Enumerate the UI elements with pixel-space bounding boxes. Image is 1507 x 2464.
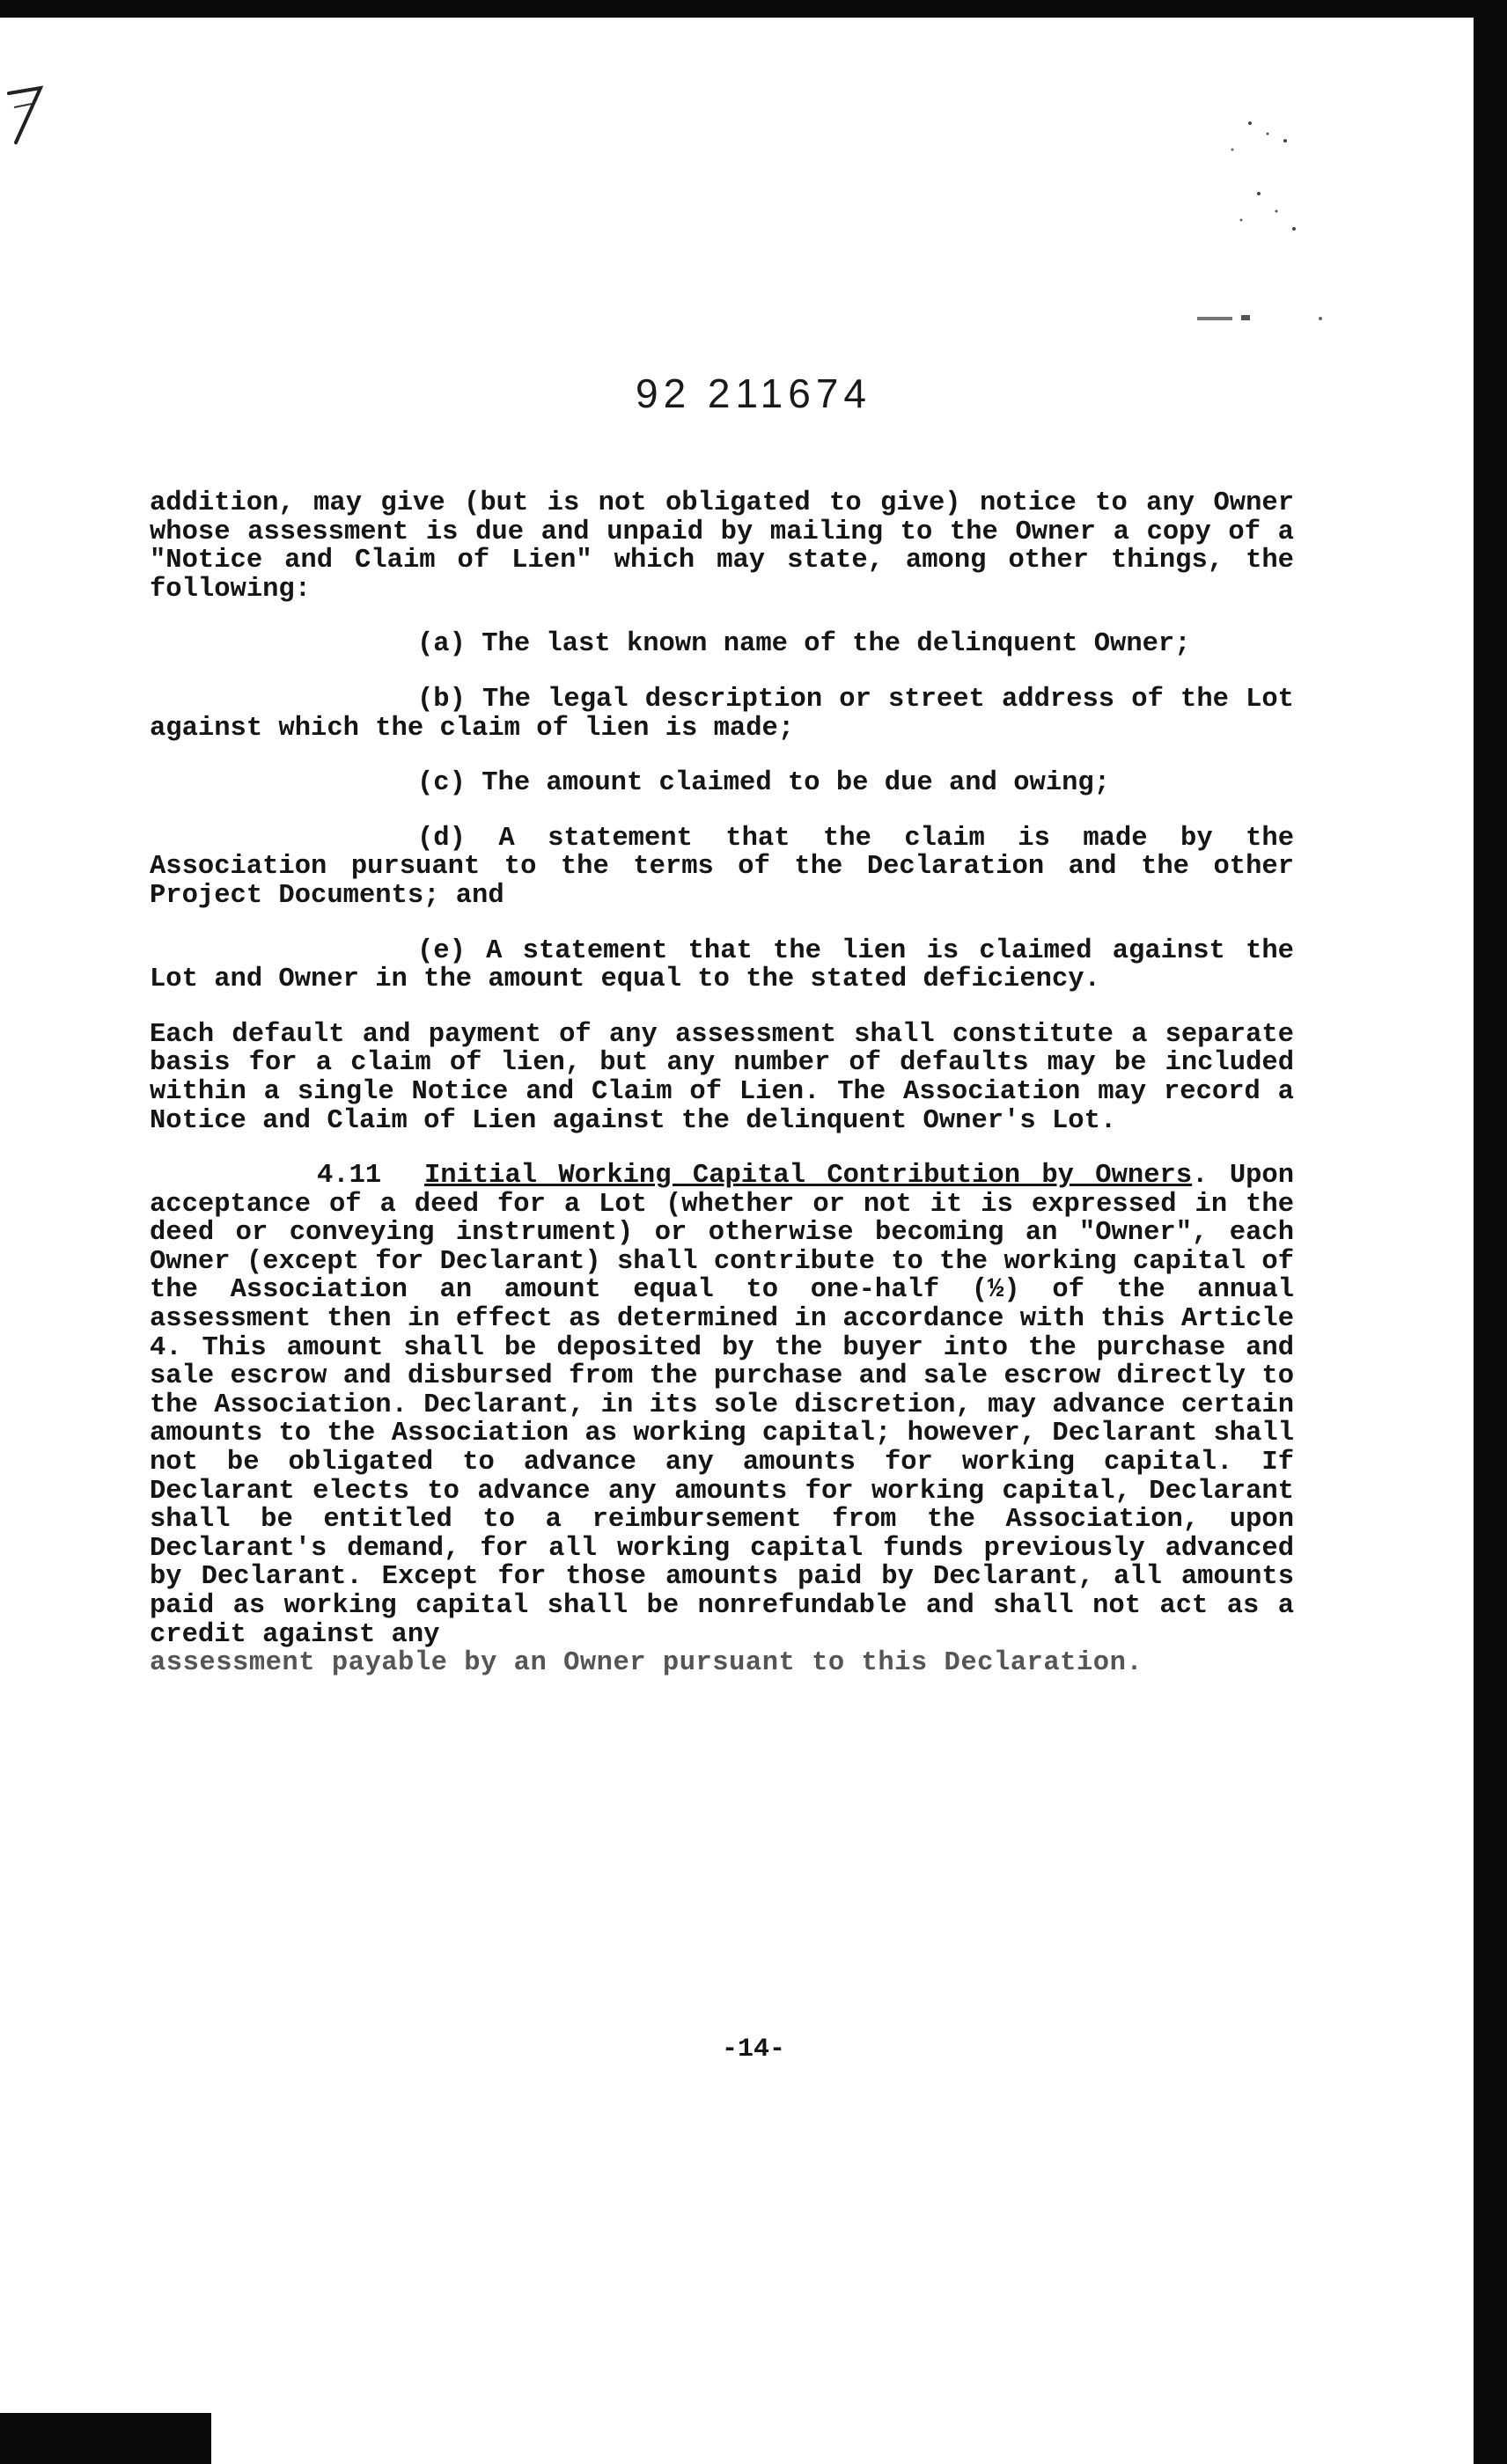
list-item-b: (b) The legal description or street address of the Lot against which the claim of lien is made; (150, 684, 1294, 744)
opening-paragraph: addition, may give (but is not obligated to give) notice to any Owner whose assessment is due and unpaid by mailing to the Owner a copy of a "Notice and Claim of Lien" which may state, among other things, the following: (150, 488, 1294, 605)
section-number: 4.11 (317, 1161, 382, 1192)
list-item-d: (d) A statement that the claim is made by the Association pursuant to the terms of the Declaration and the other Project Documents; and (150, 823, 1294, 911)
scan-border-top (0, 0, 1507, 18)
section-heading: Initial Working Capital Contribution by Owners (423, 1161, 1193, 1192)
list-item-c: (c) The amount claimed to be due and owing; (417, 768, 1111, 799)
document-body (150, 489, 1294, 1705)
page-number: -14- (721, 2035, 785, 2064)
list-item-e: (e) A statement that the lien is claimed against the Lot and Owner in the amount equal to the stated deficiency. (150, 935, 1294, 995)
default-paragraph: Each default and payment of any assessment shall constitute a separate basis for a claim of lien, but any number of defaults may be included within a single Notice and Claim of Lien. The Association may record a Notice and Claim of Lien against the delinquent Owner's Lot. (150, 1019, 1294, 1136)
section-last-line: assessment payable by an Owner pursuant to this Declaration. (150, 1648, 1143, 1679)
section-body: Upon acceptance of a deed for a Lot (whether or not it is expressed in the deed or conveying instrument) or otherwise becoming an "Owner", each Owner (except for Declarant) shall contribute to the working capital of the Association an amount equal to one-half (½) of the annual assessment then in effect as determined in accordance with this Article 4. This amount shall be deposited by the buyer into the purchase and sale escrow and disbursed from the purchase and sale escrow directly to the Association. Declarant, in its sole discretion, may advance certain amounts to the Association as working capital; however, Declarant shall not be obligated to advance any amounts for working capital. If Declarant elects to advance any amounts for working capital, Declarant shall be entitled to a reimbursement from the Association, upon Declarant's demand, for all working capital funds previously advanced by Declarant. Except for those amounts paid by Declarant, all amounts paid as working capital shall be nonrefundable and shall not act as a credit against any (150, 1161, 1295, 1650)
scan-noise-specks (1144, 88, 1391, 334)
section-4-11: 4.11 Initial Working Capital Contribution by Owners. Upon acceptance of a deed for a Lot (whether or not it is expressed in the deed or conveying instrument) or otherwise becoming an "Owner", each Owner (except for Declarant) shall contribute to the working capital of the Association an amount equal to one-half (½) of the annual assessment then in effect as determined in accordance with this Article 4. This amount shall be deposited by the buyer into the purchase and sale escrow and disbursed from the purchase and sale escrow directly to the Association. Declarant, in its sole discretion, may advance certain amounts to the Association as working capital; however, Declarant shall not be obligated to advance any amounts for working capital. If Declarant elects to advance any amounts for working capital, Declarant shall be entitled to a reimbursement from the Association, upon Declarant's demand, for all working capital funds previously advanced by Declarant. Except for those amounts paid by Declarant, all amounts paid as working capital shall be nonrefundable and shall not act as a credit against any (150, 1161, 1295, 1650)
list-item-a: (a) The last known name of the delinquent Owner; (417, 629, 1191, 660)
document-number: 92 211674 (635, 370, 872, 416)
margin-mark-icon (5, 81, 58, 151)
scan-border-bottom-left (0, 2413, 211, 2464)
